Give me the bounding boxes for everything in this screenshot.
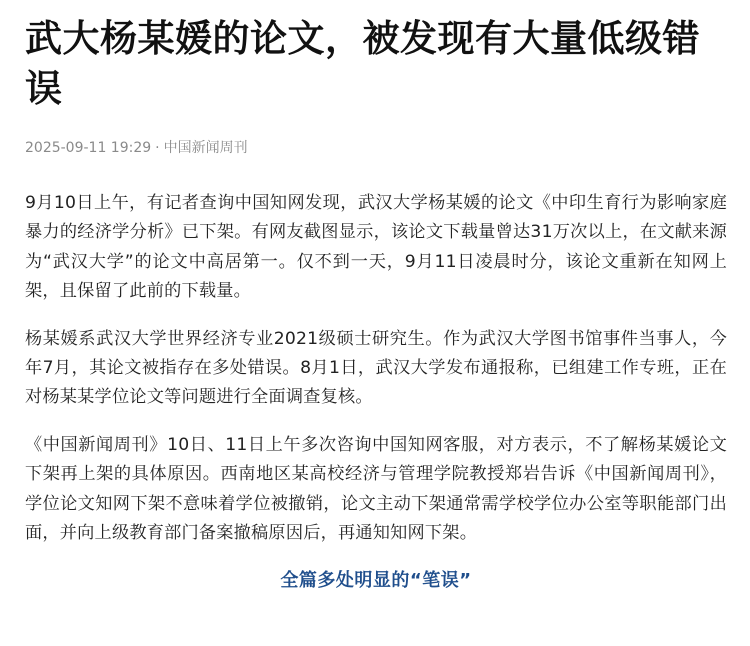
article-meta <box>25 138 727 158</box>
paragraph: 杨某媛系武汉大学世界经济专业2021级硕士研究生。作为武汉大学图书馆事件当事人，今年7月，其论文被指存在多处错误。8月1日，武汉大学发布通报称，已组建工作专班，正在对杨某某学位论文等问题进行全面调查复核。 <box>25 328 727 408</box>
article <box>25 0 727 594</box>
section-heading: 全篇多处明显的“笔误” <box>280 570 472 592</box>
publish-date: 2025-09-11 19:29 <box>25 140 152 156</box>
article-title: 武大杨某媛的论文，被发现有大量低级错误 <box>25 17 700 110</box>
paragraph: 9月10日上午，有记者查询中国知网发现，武汉大学杨某媛的论文《中印生育行为影响家庭暴力的经济学分析》已下架。有网友截图显示，该论文下载量曾达31万次以上，在文献来源为“武汉大学”的论文中高居第一。仅不到一天，9月11日凌晨时分，该论文重新在知网上架，且保留了此前的下载量。 <box>25 193 727 302</box>
article-source: 中国新闻周刊 <box>163 140 248 156</box>
paragraph: 《中国新闻周刊》10日、11日上午多次咨询中国知网客服，对方表示，不了解杨某媛论文下架再上架的具体原因。西南地区某高校经济与管理学院教授郑岩告诉《中国新闻周刊》，学位论文知网下架不意味着学位被撤销，论文主动下架通常需学校学位办公室等职能部门出面，并向上级教育部门备案撤稿原因后，再通知知网下架。 <box>25 434 727 544</box>
meta-separator: · <box>155 140 160 156</box>
